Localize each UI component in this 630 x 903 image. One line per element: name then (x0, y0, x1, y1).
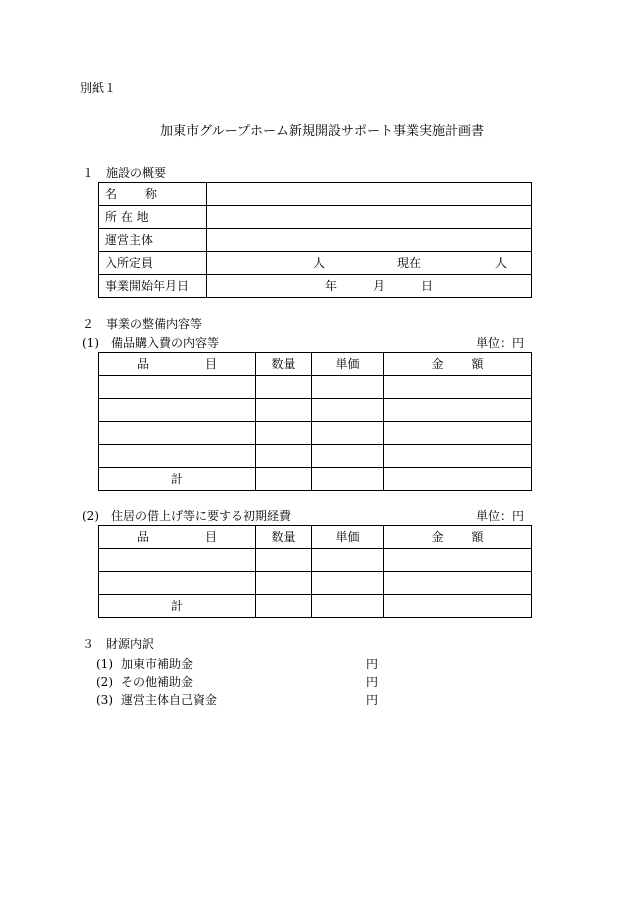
funding-item-1-label: 加東市補助金 (121, 657, 194, 671)
sub2-heading: (2) 住居の借上げ等に要する初期経費 (82, 509, 291, 523)
quantity-column-header: 数量 (256, 353, 312, 376)
table-row (99, 206, 532, 229)
item-cell[interactable] (99, 422, 256, 445)
funding-item-3-unit: 円 (366, 693, 379, 707)
total-unit-price-cell[interactable] (312, 595, 384, 618)
initial-costs-table (98, 525, 532, 618)
unit-price-cell[interactable] (312, 445, 384, 468)
item-cell[interactable] (99, 572, 256, 595)
table-row (99, 275, 532, 298)
section2-heading: ２ 事業の整備内容等 (82, 317, 203, 331)
name-value-cell[interactable] (207, 183, 532, 206)
unit-price-column-header: 単価 (312, 353, 384, 376)
quantity-cell[interactable] (256, 376, 312, 399)
item-column-header: 品 目 (99, 353, 256, 376)
total-label: 計 (99, 468, 256, 491)
funding-item-2-number: (2) (96, 675, 113, 689)
amount-column-header: 金 額 (384, 353, 532, 376)
operator-value-cell[interactable] (207, 229, 532, 252)
total-row (99, 595, 532, 618)
total-amount-cell[interactable] (384, 468, 532, 491)
funding-item-1-number: (1) (96, 657, 113, 671)
table-row (99, 549, 532, 572)
address-value-cell[interactable] (207, 206, 532, 229)
unit-price-cell[interactable] (312, 572, 384, 595)
quantity-column-header: 数量 (256, 526, 312, 549)
unit-price-cell[interactable] (312, 549, 384, 572)
unit-price-cell[interactable] (312, 376, 384, 399)
total-quantity-cell[interactable] (256, 595, 312, 618)
total-row (99, 468, 532, 491)
start-date-label: 事業開始年月日 (99, 275, 207, 298)
sub1-unit: 単位：円 (476, 336, 525, 350)
table-row (99, 229, 532, 252)
amount-cell[interactable] (384, 572, 532, 595)
unit-price-column-header: 単価 (312, 526, 384, 549)
amount-cell[interactable] (384, 422, 532, 445)
section3-heading: ３ 財源内訳 (82, 637, 155, 651)
funding-item-3-number: (3) (96, 693, 113, 707)
capacity-label: 入所定員 (99, 252, 207, 275)
quantity-cell[interactable] (256, 572, 312, 595)
amount-cell[interactable] (384, 376, 532, 399)
total-label: 計 (99, 595, 256, 618)
table-header-row (99, 353, 532, 376)
table-row (99, 183, 532, 206)
funding-item-1-unit: 円 (366, 657, 379, 671)
funding-item-2-label: その他補助金 (121, 675, 194, 689)
current-label: 現在 (397, 256, 422, 270)
day-label: 日 (421, 279, 434, 293)
start-date-value-cell[interactable] (207, 275, 532, 298)
table-row (99, 422, 532, 445)
table-row (99, 572, 532, 595)
operator-label: 運営主体 (99, 229, 207, 252)
year-label: 年 (325, 279, 338, 293)
item-cell[interactable] (99, 549, 256, 572)
unit-price-cell[interactable] (312, 422, 384, 445)
equipment-table (98, 352, 532, 491)
facility-overview-table (98, 182, 532, 298)
capacity-unit: 人 (313, 256, 326, 270)
total-unit-price-cell[interactable] (312, 468, 384, 491)
amount-cell[interactable] (384, 549, 532, 572)
table-row (99, 252, 532, 275)
funding-item-3-label: 運営主体自己資金 (121, 693, 218, 707)
item-cell[interactable] (99, 376, 256, 399)
current-unit: 人 (495, 256, 508, 270)
sub2-unit: 単位：円 (476, 509, 525, 523)
amount-column-header: 金 額 (384, 526, 532, 549)
address-label: 所 在 地 (99, 206, 207, 229)
total-amount-cell[interactable] (384, 595, 532, 618)
table-header-row (99, 526, 532, 549)
document-title: 加東市グループホーム新規開設サポート事業実施計画書 (160, 124, 484, 139)
section1-heading: １ 施設の概要 (82, 166, 167, 180)
funding-item-2-unit: 円 (366, 675, 379, 689)
quantity-cell[interactable] (256, 399, 312, 422)
quantity-cell[interactable] (256, 549, 312, 572)
item-cell[interactable] (99, 399, 256, 422)
total-quantity-cell[interactable] (256, 468, 312, 491)
table-row (99, 445, 532, 468)
amount-cell[interactable] (384, 399, 532, 422)
table-row (99, 376, 532, 399)
amount-cell[interactable] (384, 445, 532, 468)
table-row (99, 399, 532, 422)
attachment-label: 別紙１ (80, 81, 117, 95)
unit-price-cell[interactable] (312, 399, 384, 422)
quantity-cell[interactable] (256, 422, 312, 445)
quantity-cell[interactable] (256, 445, 312, 468)
sub1-heading: (1) 備品購入費の内容等 (82, 336, 219, 350)
item-column-header: 品 目 (99, 526, 256, 549)
item-cell[interactable] (99, 445, 256, 468)
capacity-value-cell[interactable] (207, 252, 532, 275)
month-label: 月 (373, 279, 386, 293)
name-label: 名 称 (99, 183, 207, 206)
